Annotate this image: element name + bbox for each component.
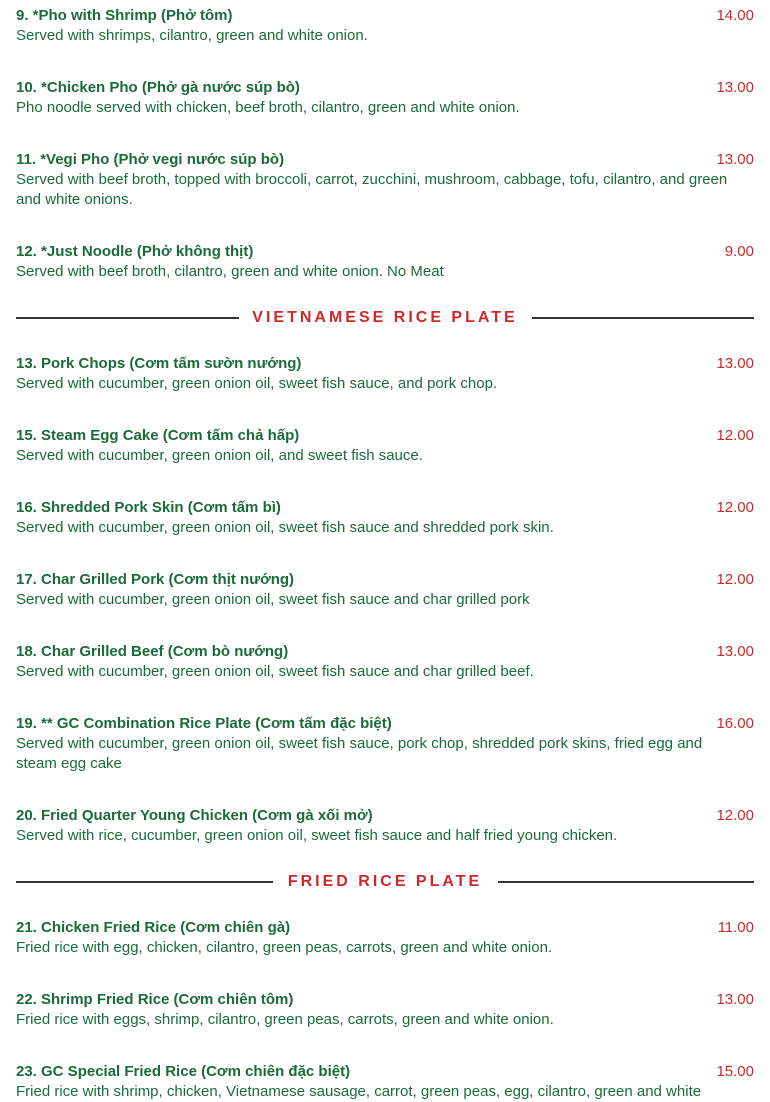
item-name: 17. Char Grilled Pork (Cơm thịt nướng) (16, 571, 295, 588)
item-name: 21. Chicken Fried Rice (Cơm chiên gà) (16, 919, 291, 936)
section-header (16, 870, 754, 894)
menu-item (16, 498, 754, 538)
item-name: 23. GC Special Fried Rice (Cơm chiên đặc biệt) (16, 1063, 351, 1080)
item-description: Served with beef broth, topped with broccoli, carrot, zucchini, mushroom, cabbage, tofu, cilantro, and green and white onions. (16, 171, 728, 208)
item-price: 14.00 (716, 7, 754, 24)
item-price: 13.00 (716, 79, 754, 96)
item-description: Served with cucumber, green onion oil, sweet fish sauce and char grilled beef. (16, 663, 534, 680)
item-price: 13.00 (716, 991, 754, 1008)
item-name: 22. Shrimp Fried Rice (Cơm chiên tôm) (16, 991, 294, 1008)
item-name: 20. Fried Quarter Young Chicken (Cơm gà xối mở) (16, 807, 373, 824)
item-price: 12.00 (716, 427, 754, 444)
item-description: Served with beef broth, cilantro, green and white onion. No Meat (16, 263, 444, 280)
menu-item (16, 570, 754, 610)
menu-item (16, 426, 754, 466)
item-description: Fried rice with eggs, shrimp, cilantro, green peas, carrots, green and white onion. (16, 1011, 554, 1028)
item-name: 9. *Pho with Shrimp (Phở tôm) (16, 7, 233, 24)
item-description: Served with cucumber, green onion oil, sweet fish sauce and shredded pork skin. (16, 519, 554, 536)
item-name: 13. Pork Chops (Cơm tấm sườn nướng) (16, 355, 302, 372)
menu-item (16, 6, 754, 46)
item-description: Served with cucumber, green onion oil, and sweet fish sauce. (16, 447, 423, 464)
item-description: Fried rice with egg, chicken, cilantro, green peas, carrots, green and white onion. (16, 939, 553, 956)
menu-item (16, 642, 754, 682)
menu-item (16, 918, 754, 958)
menu-item (16, 1062, 754, 1102)
item-price: 13.00 (716, 643, 754, 660)
item-name: 19. ** GC Combination Rice Plate (Cơm tấm đặc biệt) (16, 715, 392, 732)
item-name: 15. Steam Egg Cake (Cơm tấm chả hấp) (16, 427, 300, 444)
item-description: Served with rice, cucumber, green onion oil, sweet fish sauce and half fried young chicken. (16, 827, 618, 844)
item-description: Served with cucumber, green onion oil, sweet fish sauce, and pork chop. (16, 375, 498, 392)
section-header (16, 306, 754, 330)
item-price: 11.00 (717, 919, 754, 936)
item-price: 13.00 (716, 355, 754, 372)
menu-item (16, 714, 754, 774)
menu-item (16, 150, 754, 210)
item-name: 18. Char Grilled Beef (Cơm bò nướng) (16, 643, 289, 660)
item-description: Served with shrimps, cilantro, green and white onion. (16, 27, 368, 44)
item-description: Served with cucumber, green onion oil, sweet fish sauce and char grilled pork (16, 591, 530, 608)
section-title: VIETNAMESE RICE PLATE (252, 309, 518, 326)
item-price: 13.00 (716, 151, 754, 168)
item-name: 11. *Vegi Pho (Phở vegi nước súp bò) (16, 151, 285, 168)
item-price: 12.00 (716, 571, 754, 588)
item-price: 12.00 (716, 807, 754, 824)
item-name: 16. Shredded Pork Skin (Cơm tấm bì) (16, 499, 281, 516)
item-name: 10. *Chicken Pho (Phở gà nước súp bò) (16, 79, 300, 96)
item-price: 12.00 (716, 499, 754, 516)
item-description: Served with cucumber, green onion oil, sweet fish sauce, pork chop, shredded pork skins, fried egg and steam egg cake (16, 735, 703, 772)
item-description: Fried rice with shrimp, chicken, Vietnamese sausage, carrot, green peas, egg, cilantro, green and white (16, 1083, 702, 1100)
menu-item (16, 78, 754, 118)
menu-item (16, 806, 754, 846)
menu-item (16, 242, 754, 282)
item-name: 12. *Just Noodle (Phở không thịt) (16, 243, 254, 260)
item-price: 16.00 (716, 715, 754, 732)
menu-item (16, 990, 754, 1030)
item-description: Pho noodle served with chicken, beef broth, cilantro, green and white onion. (16, 99, 520, 116)
item-price: 15.00 (716, 1063, 754, 1080)
section-title: FRIED RICE PLATE (287, 873, 483, 890)
menu-item (16, 354, 754, 394)
item-price: 9.00 (724, 243, 754, 260)
